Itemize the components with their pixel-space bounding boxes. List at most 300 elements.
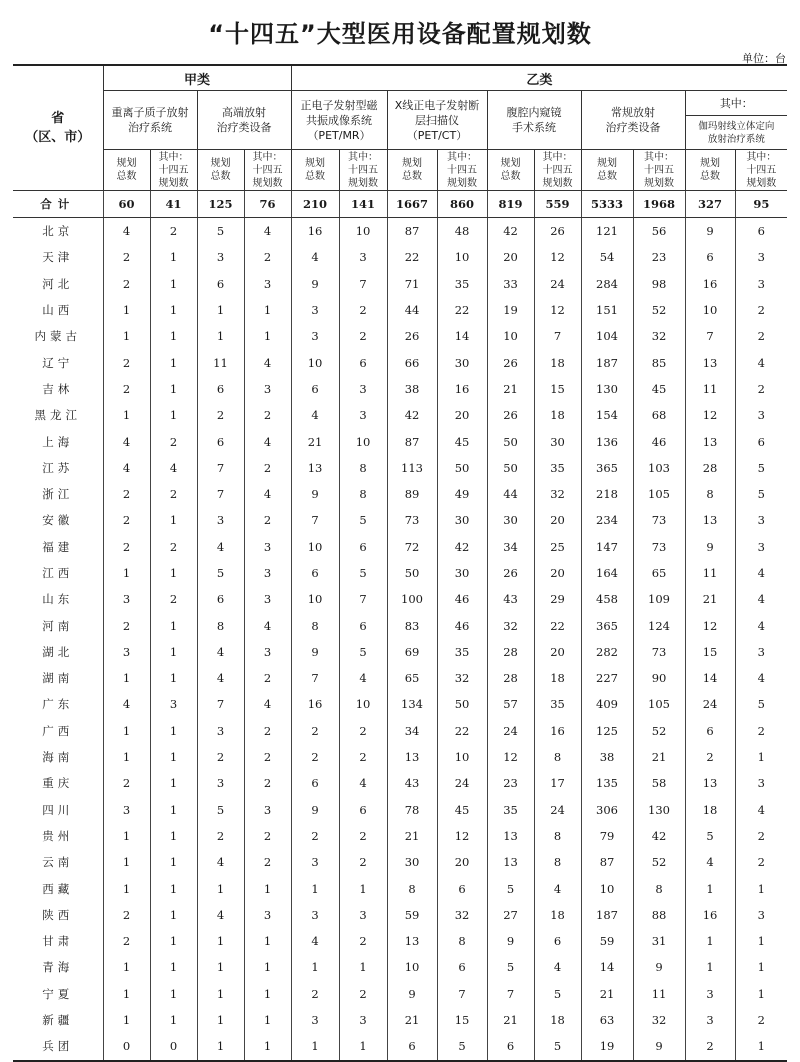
- of-which-label-line-2: 十四五: [348, 164, 379, 176]
- province-name: 陕西: [13, 902, 103, 928]
- value-cell: 2: [757, 723, 765, 738]
- value-cell: 2: [150, 481, 197, 507]
- page-title: “十四五”大型医用设备配置规划数: [208, 20, 592, 48]
- table-row: [13, 560, 787, 586]
- value-cell: 2: [244, 823, 291, 849]
- value-cell: 5: [437, 1033, 487, 1060]
- value-cell: 125: [581, 718, 633, 744]
- value-cell: 2: [103, 376, 150, 402]
- value-cell: 1: [197, 297, 244, 323]
- value-cell: 2: [339, 981, 387, 1007]
- value-cell: 4: [103, 691, 150, 717]
- value-cell: 3: [244, 902, 291, 928]
- value-cell: 2: [103, 481, 150, 507]
- value-cell: 88: [633, 902, 685, 928]
- value-cell: 65: [387, 665, 437, 691]
- province-name: 安徽: [13, 507, 103, 533]
- value-cell: 2: [244, 455, 291, 481]
- value-cell: 22: [437, 297, 487, 323]
- value-cell: 20: [534, 560, 581, 586]
- planned-total-label-line-2: 总数: [305, 171, 326, 182]
- value-cell: 104: [581, 323, 633, 349]
- value-cell: 2: [103, 612, 150, 638]
- value-cell: 21: [487, 376, 534, 402]
- value-cell: 2: [339, 823, 387, 849]
- value-cell: 15: [534, 376, 581, 402]
- value-cell: 21: [487, 1007, 534, 1033]
- value-cell: 6: [685, 718, 735, 744]
- table-row: [13, 691, 787, 717]
- value-cell: 2: [339, 718, 387, 744]
- value-cell: 42: [387, 402, 437, 428]
- value-cell: 13: [387, 928, 437, 954]
- value-cell: 5: [757, 697, 765, 712]
- value-cell: 43: [487, 586, 534, 612]
- value-cell: 1: [150, 349, 197, 375]
- value-cell: 3: [757, 776, 765, 791]
- value-cell: 2: [339, 297, 387, 323]
- planned-total-label-line-1: 规划: [305, 158, 326, 169]
- value-cell: 21: [633, 744, 685, 770]
- value-cell: 3: [197, 770, 244, 796]
- value-cell: 63: [581, 1007, 633, 1033]
- value-cell: 1: [735, 1033, 787, 1060]
- province-name: 上海: [13, 428, 103, 454]
- value-cell: 12: [534, 244, 581, 270]
- value-cell: 83: [387, 612, 437, 638]
- of-which-label-line-3: 规划数: [158, 177, 189, 189]
- value-cell: 151: [581, 297, 633, 323]
- value-cell: 6: [437, 954, 487, 980]
- value-cell: 2: [244, 718, 291, 744]
- value-cell: 2: [150, 534, 197, 560]
- value-cell: 48: [437, 218, 487, 245]
- value-cell: 327: [685, 191, 735, 218]
- value-cell: 2: [291, 718, 339, 744]
- value-cell: 4: [757, 592, 765, 607]
- value-cell: 5: [197, 560, 244, 586]
- value-cell: 1: [103, 875, 150, 901]
- value-cell: 79: [581, 823, 633, 849]
- value-cell: 6: [339, 534, 387, 560]
- value-cell: 23: [487, 770, 534, 796]
- of-which-label-line-2: 十四五: [158, 164, 189, 176]
- value-cell: 6: [685, 244, 735, 270]
- value-cell: 3: [244, 639, 291, 665]
- value-cell: 1: [150, 954, 197, 980]
- value-cell: 458: [581, 586, 633, 612]
- value-cell: 227: [581, 665, 633, 691]
- value-cell: 6: [291, 560, 339, 586]
- group-a-header: 甲类: [103, 65, 291, 91]
- value-cell: 46: [633, 428, 685, 454]
- value-cell: 4: [757, 566, 765, 580]
- value-cell: 4: [291, 402, 339, 428]
- value-cell: 22: [534, 612, 581, 638]
- value-cell: 50: [437, 691, 487, 717]
- value-cell: 28: [685, 455, 735, 481]
- value-cell: 1: [150, 1007, 197, 1033]
- value-cell: 7: [197, 481, 244, 507]
- value-cell: 90: [633, 665, 685, 691]
- province-name: 兵团: [13, 1033, 103, 1060]
- value-cell: 2: [685, 744, 735, 770]
- planned-total-label-line-2: 总数: [700, 171, 721, 182]
- value-cell: 1: [339, 1033, 387, 1060]
- value-cell: 9: [487, 928, 534, 954]
- value-cell: 0: [150, 1033, 197, 1060]
- of-which-label-line-1: 其中：: [252, 151, 283, 163]
- value-cell: 2: [757, 1013, 765, 1028]
- province-name: 山东: [13, 586, 103, 612]
- table-row: [13, 718, 787, 744]
- value-cell: 365: [581, 612, 633, 638]
- value-cell: 1: [103, 718, 150, 744]
- group-b-header: 乙类: [291, 65, 787, 91]
- value-cell: 3: [244, 797, 291, 823]
- value-cell: 89: [387, 481, 437, 507]
- value-cell: 22: [437, 718, 487, 744]
- value-cell: 17: [534, 770, 581, 796]
- table-row: [13, 586, 787, 612]
- unit-label: 单位：台: [742, 52, 786, 65]
- subcategory-header: [685, 116, 787, 150]
- value-cell: 34: [487, 534, 534, 560]
- value-cell: 6: [339, 797, 387, 823]
- value-cell: 78: [387, 797, 437, 823]
- of-which-label-line-2: 十四五: [644, 164, 675, 176]
- value-cell: 33: [487, 271, 534, 297]
- value-cell: 13: [291, 455, 339, 481]
- value-cell: 24: [534, 271, 581, 297]
- value-cell: 14: [581, 954, 633, 980]
- value-cell: 76: [244, 191, 291, 218]
- value-cell: 2: [757, 381, 765, 396]
- value-cell: 6: [487, 1033, 534, 1060]
- value-cell: 130: [633, 797, 685, 823]
- value-cell: 4: [534, 875, 581, 901]
- value-cell: 43: [387, 770, 437, 796]
- value-cell: 2: [244, 849, 291, 875]
- value-cell: 4: [103, 218, 150, 245]
- value-cell: 95: [735, 191, 787, 218]
- value-cell: 147: [581, 534, 633, 560]
- value-cell: 30: [534, 428, 581, 454]
- value-cell: 1: [103, 744, 150, 770]
- value-cell: 3: [757, 644, 765, 659]
- category-header-4-line-1: X线正电子发射断: [394, 98, 480, 112]
- value-cell: 9: [291, 271, 339, 297]
- value-cell: 8: [685, 481, 735, 507]
- value-cell: 35: [437, 271, 487, 297]
- value-cell: 306: [581, 797, 633, 823]
- value-cell: 27: [487, 902, 534, 928]
- value-cell: 26: [487, 402, 534, 428]
- category-header-3-line-2: 共振成像系统: [306, 113, 373, 127]
- value-cell: 18: [534, 1007, 581, 1033]
- province-name: 广西: [13, 718, 103, 744]
- value-cell: 45: [437, 797, 487, 823]
- subcategory-header-line-2: 放射治疗系统: [707, 133, 765, 145]
- table-row: [13, 639, 787, 665]
- value-cell: 16: [291, 218, 339, 245]
- value-cell: 1: [103, 849, 150, 875]
- value-cell: 2: [150, 586, 197, 612]
- value-cell: 9: [291, 797, 339, 823]
- value-cell: 6: [197, 271, 244, 297]
- of-which-label-line-3: 规划数: [542, 177, 573, 189]
- value-cell: 1: [150, 744, 197, 770]
- table-row: [13, 612, 787, 638]
- value-cell: 1: [150, 902, 197, 928]
- value-cell: 10: [487, 323, 534, 349]
- value-cell: 1: [150, 981, 197, 1007]
- planned-total-label-line-1: 规划: [597, 158, 618, 169]
- value-cell: 42: [487, 218, 534, 245]
- value-cell: 1: [150, 770, 197, 796]
- value-cell: 12: [437, 823, 487, 849]
- value-cell: 6: [757, 434, 765, 449]
- value-cell: 32: [437, 902, 487, 928]
- category-header-4-line-3: （PET/CT）: [406, 128, 468, 142]
- value-cell: 6: [291, 770, 339, 796]
- value-cell: 50: [437, 455, 487, 481]
- value-cell: 105: [633, 691, 685, 717]
- category-header-3-line-3: （PET/MR）: [307, 128, 371, 142]
- value-cell: 134: [387, 691, 437, 717]
- value-cell: 2: [103, 902, 150, 928]
- value-cell: 5: [534, 981, 581, 1007]
- value-cell: 72: [387, 534, 437, 560]
- table-row: [13, 244, 787, 270]
- column-label-row: [13, 150, 787, 191]
- value-cell: 10: [339, 691, 387, 717]
- value-cell: 1: [244, 1033, 291, 1060]
- subcategory-of-label: 其中：: [685, 91, 787, 116]
- table-row: [13, 481, 787, 507]
- value-cell: 3: [757, 276, 765, 291]
- value-cell: 3: [197, 507, 244, 533]
- total-row: [13, 191, 787, 218]
- value-cell: 3: [757, 408, 765, 423]
- value-cell: 4: [244, 349, 291, 375]
- value-cell: 6: [197, 428, 244, 454]
- value-cell: 3: [197, 244, 244, 270]
- value-cell: 4: [291, 928, 339, 954]
- subcategory-header-line-1: 伽玛射线立体定向: [698, 120, 775, 132]
- value-cell: 60: [103, 191, 150, 218]
- province-name: 西藏: [13, 875, 103, 901]
- value-cell: 54: [581, 244, 633, 270]
- value-cell: 49: [437, 481, 487, 507]
- value-cell: 12: [685, 402, 735, 428]
- value-cell: 4: [197, 534, 244, 560]
- category-header-6: [581, 91, 685, 150]
- value-cell: 8: [534, 823, 581, 849]
- province-header-line2: （区、市）: [25, 130, 91, 145]
- value-cell: 2: [339, 323, 387, 349]
- value-cell: 57: [487, 691, 534, 717]
- value-cell: 14: [685, 665, 735, 691]
- value-cell: 6: [534, 928, 581, 954]
- value-cell: 1: [197, 1007, 244, 1033]
- value-cell: 4: [197, 665, 244, 691]
- of-which-label-line-3: 规划数: [644, 177, 675, 189]
- value-cell: 109: [633, 586, 685, 612]
- value-cell: 284: [581, 271, 633, 297]
- province-name: 内蒙古: [13, 323, 103, 349]
- province-name: 重庆: [13, 770, 103, 796]
- value-cell: 30: [387, 849, 437, 875]
- value-cell: 20: [437, 849, 487, 875]
- value-cell: 4: [291, 244, 339, 270]
- province-name: 湖南: [13, 665, 103, 691]
- value-cell: 20: [534, 639, 581, 665]
- value-cell: 409: [581, 691, 633, 717]
- value-cell: 85: [633, 349, 685, 375]
- category-header-5-line-1: 腹腔内窥镜: [506, 106, 562, 119]
- category-header-1-line-1: 重离子质子放射: [111, 106, 189, 119]
- value-cell: 5: [487, 954, 534, 980]
- value-cell: 2: [291, 981, 339, 1007]
- value-cell: 24: [534, 797, 581, 823]
- value-cell: 35: [534, 455, 581, 481]
- value-cell: 9: [633, 954, 685, 980]
- value-cell: 1: [150, 665, 197, 691]
- value-cell: 135: [581, 770, 633, 796]
- value-cell: 4: [757, 802, 765, 817]
- planned-total-label-line-1: 规划: [500, 158, 521, 169]
- value-cell: 20: [437, 402, 487, 428]
- value-cell: 19: [581, 1033, 633, 1060]
- value-cell: 10: [291, 534, 339, 560]
- value-cell: 30: [437, 349, 487, 375]
- value-cell: 860: [437, 191, 487, 218]
- table-row: [13, 402, 787, 428]
- value-cell: 4: [339, 770, 387, 796]
- value-cell: 5: [197, 797, 244, 823]
- table-row: [13, 797, 787, 823]
- value-cell: 1: [103, 297, 150, 323]
- value-cell: 2: [339, 928, 387, 954]
- value-cell: 9: [685, 534, 735, 560]
- category-header-2: [197, 91, 291, 150]
- value-cell: 164: [581, 560, 633, 586]
- province-name: 福建: [13, 534, 103, 560]
- province-name: 山西: [13, 297, 103, 323]
- value-cell: 5: [487, 875, 534, 901]
- value-cell: 6: [291, 376, 339, 402]
- value-cell: 218: [581, 481, 633, 507]
- table-row: [13, 297, 787, 323]
- value-cell: 7: [534, 323, 581, 349]
- value-cell: 8: [291, 612, 339, 638]
- value-cell: 210: [291, 191, 339, 218]
- category-header-5-line-2: 手术系统: [512, 121, 557, 134]
- value-cell: 3: [291, 1007, 339, 1033]
- value-cell: 1: [757, 960, 765, 975]
- province-name: 广东: [13, 691, 103, 717]
- value-cell: 14: [437, 323, 487, 349]
- value-cell: 4: [534, 954, 581, 980]
- of-which-label-line-3: 规划数: [746, 177, 777, 189]
- value-cell: 3: [757, 250, 765, 265]
- value-cell: 1: [244, 323, 291, 349]
- planned-total-label-line-2: 总数: [500, 171, 521, 182]
- value-cell: 11: [685, 560, 735, 586]
- province-name: 甘肃: [13, 928, 103, 954]
- value-cell: 46: [437, 612, 487, 638]
- value-cell: 2: [757, 329, 765, 344]
- value-cell: 3: [244, 534, 291, 560]
- value-cell: 6: [339, 612, 387, 638]
- value-cell: 8: [197, 612, 244, 638]
- value-cell: 1: [685, 875, 735, 901]
- value-cell: 125: [197, 191, 244, 218]
- value-cell: 1: [197, 981, 244, 1007]
- value-cell: 1: [150, 849, 197, 875]
- value-cell: 52: [633, 849, 685, 875]
- value-cell: 1: [197, 1033, 244, 1060]
- of-which-label-line-1: 其中：: [746, 151, 777, 163]
- province-name: 黑龙江: [13, 402, 103, 428]
- value-cell: 1: [150, 376, 197, 402]
- value-cell: 8: [633, 875, 685, 901]
- value-cell: 4: [757, 355, 765, 370]
- value-cell: 42: [437, 534, 487, 560]
- table-row: [13, 376, 787, 402]
- value-cell: 7: [339, 271, 387, 297]
- value-cell: 3: [244, 376, 291, 402]
- value-cell: 12: [534, 297, 581, 323]
- value-cell: 3: [757, 513, 765, 528]
- value-cell: 3: [103, 639, 150, 665]
- table-row: [13, 665, 787, 691]
- table-row: [13, 928, 787, 954]
- value-cell: 4: [757, 618, 765, 633]
- value-cell: 3: [685, 1007, 735, 1033]
- province-name: 青海: [13, 954, 103, 980]
- value-cell: 10: [581, 875, 633, 901]
- value-cell: 3: [244, 586, 291, 612]
- value-cell: 87: [387, 218, 437, 245]
- value-cell: 10: [291, 349, 339, 375]
- planned-total-label: [581, 150, 633, 191]
- table-row: [13, 349, 787, 375]
- value-cell: 18: [534, 402, 581, 428]
- value-cell: 18: [534, 665, 581, 691]
- value-cell: 6: [437, 875, 487, 901]
- value-cell: 5: [534, 1033, 581, 1060]
- value-cell: 141: [339, 191, 387, 218]
- value-cell: 23: [633, 244, 685, 270]
- value-cell: 234: [581, 507, 633, 533]
- value-cell: 10: [339, 428, 387, 454]
- value-cell: 71: [387, 271, 437, 297]
- value-cell: 1: [757, 986, 765, 1001]
- value-cell: 6: [197, 586, 244, 612]
- planned-total-label-line-1: 规划: [210, 158, 231, 169]
- value-cell: 7: [291, 507, 339, 533]
- value-cell: 113: [387, 455, 437, 481]
- value-cell: 4: [244, 612, 291, 638]
- value-cell: 7: [339, 586, 387, 612]
- of-which-label-line-1: 其中：: [644, 151, 675, 163]
- value-cell: 3: [291, 849, 339, 875]
- province-name: 天津: [13, 244, 103, 270]
- table-header: [13, 65, 787, 191]
- value-cell: 3: [103, 797, 150, 823]
